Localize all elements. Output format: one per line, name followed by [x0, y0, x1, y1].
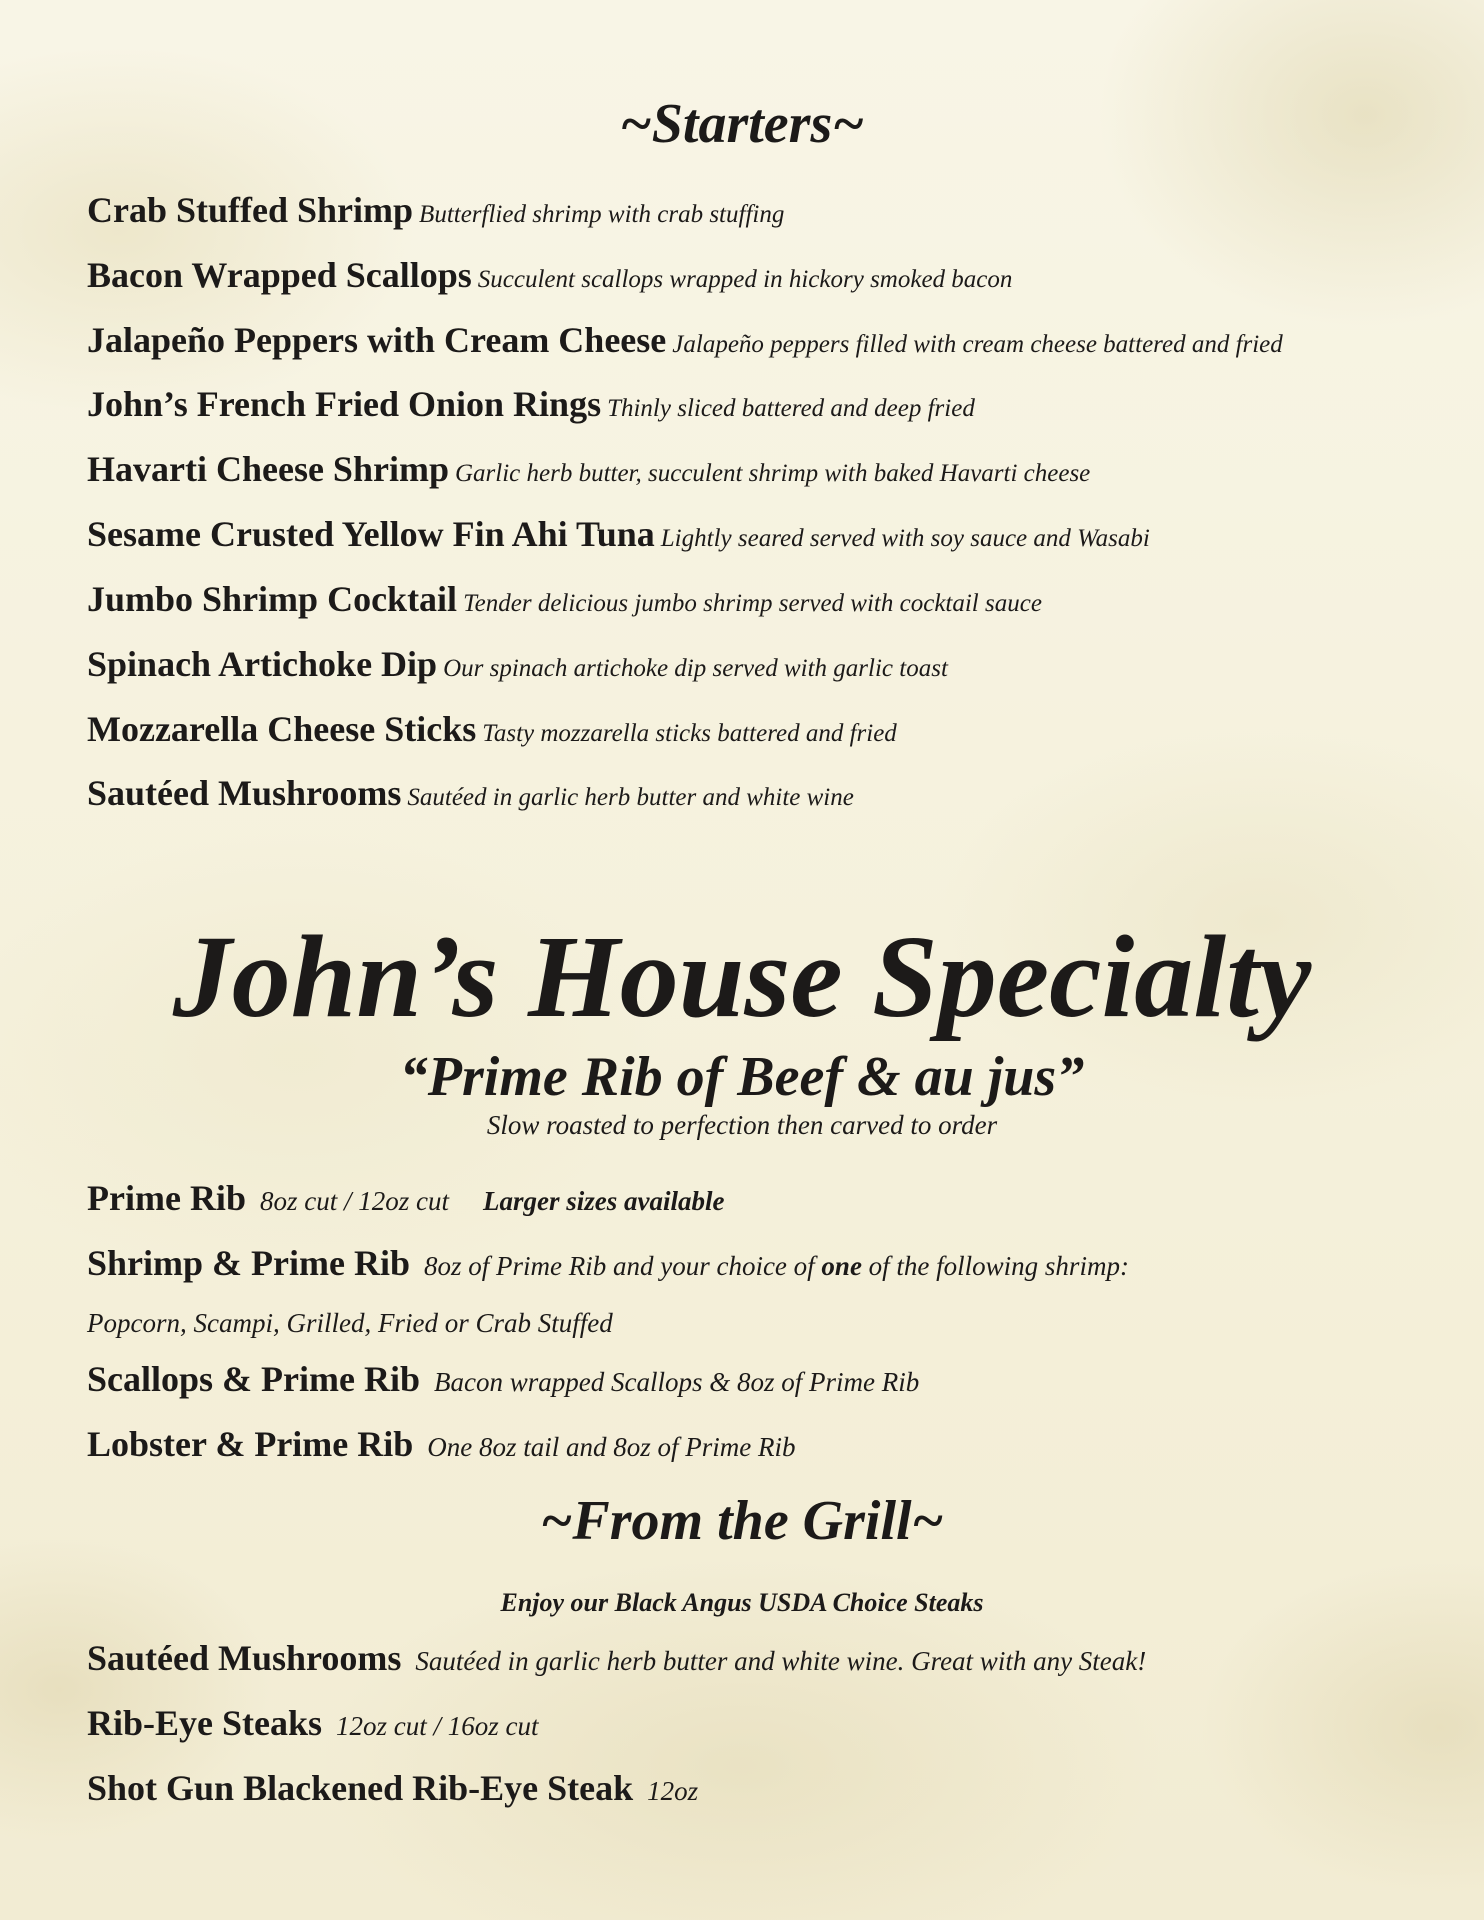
- item-name: Shot Gun Blackened Rib-Eye Steak: [87, 1768, 634, 1808]
- item-description: Lightly seared served with soy sauce and Wasabi: [660, 525, 1150, 552]
- item-description: Butterflied shrimp with crab stuffing: [419, 201, 785, 228]
- description-part: of the following shrimp:: [861, 1251, 1129, 1281]
- item-description: [424, 1251, 1129, 1281]
- item-name: John’s French Fried Onion Rings: [87, 384, 602, 424]
- shrimp-options: [87, 1301, 613, 1345]
- item-description: Garlic herb butter, succulent shrimp with baked Havarti cheese: [454, 460, 1091, 487]
- item-name: Bacon Wrapped Scallops: [87, 255, 472, 295]
- prime-rib-subtitle: “Prime Rib of Beef & au jus”: [399, 1046, 1085, 1108]
- house-specialty-title: John’s House Specialty: [172, 911, 1312, 1042]
- item-name: Rib-Eye Steaks: [87, 1703, 323, 1743]
- menu-item: [87, 1766, 698, 1810]
- menu-item: [87, 382, 975, 426]
- item-description: Tasty mozzarella sticks battered and fried: [482, 720, 897, 747]
- item-name: Sesame Crusted Yellow Fin Ahi Tuna: [87, 514, 655, 554]
- starters-title: ~Starters~: [619, 93, 865, 155]
- item-name: Jalapeño Peppers with Cream Cheese: [87, 320, 667, 360]
- grill-title: ~From the Grill~: [540, 1490, 944, 1552]
- item-name: Jumbo Shrimp Cocktail: [87, 579, 458, 619]
- item-name: Havarti Cheese Shrimp: [87, 449, 449, 489]
- menu-item: [87, 1357, 919, 1401]
- item-description: Jalapeño peppers filled with cream cheese battered and fried: [672, 331, 1283, 358]
- menu-item: [87, 707, 897, 751]
- menu-item: [87, 1176, 724, 1220]
- menu-item: [87, 253, 1012, 297]
- grill-note: Enjoy our Black Angus USDA Choice Steaks: [500, 1588, 984, 1617]
- menu-item: [87, 771, 854, 815]
- menu-item: [87, 1701, 539, 1745]
- item-description: Thinly sliced battered and deep fried: [607, 395, 975, 422]
- item-description: Succulent scallops wrapped in hickory smoked bacon: [477, 266, 1013, 293]
- menu-item: [87, 188, 784, 232]
- menu-item: [87, 512, 1150, 556]
- prime-rib-tagline: Slow roasted to perfection then carved to order: [486, 1110, 998, 1140]
- item-name: Prime Rib: [87, 1178, 246, 1218]
- item-name: Shrimp & Prime Rib: [87, 1243, 410, 1283]
- size-note: Larger sizes available: [482, 1186, 725, 1216]
- item-name: Spinach Artichoke Dip: [87, 644, 438, 684]
- item-description: Sautéed in garlic herb butter and white wine: [407, 784, 854, 811]
- menu-item: [87, 1241, 1129, 1285]
- item-name: Scallops & Prime Rib: [87, 1359, 420, 1399]
- item-name: Sautéed Mushrooms: [87, 773, 402, 813]
- menu-item: [87, 1636, 1146, 1680]
- item-name: Lobster & Prime Rib: [87, 1424, 414, 1464]
- description-part: 8oz of Prime Rib and your choice of: [423, 1251, 822, 1281]
- item-description: 12oz: [647, 1776, 699, 1806]
- menu-item: [87, 642, 948, 686]
- menu-item: [87, 318, 1283, 362]
- item-description: Sautéed in garlic herb butter and white wine. Great with any Steak!: [415, 1646, 1147, 1676]
- item-description: Tender delicious jumbo shrimp served with cocktail sauce: [463, 590, 1042, 617]
- item-description: Bacon wrapped Scallops & 8oz of Prime Rib: [433, 1367, 920, 1397]
- item-name: Crab Stuffed Shrimp: [87, 190, 414, 230]
- description-emphasis: one: [821, 1251, 862, 1281]
- item-name: Sautéed Mushrooms: [87, 1638, 402, 1678]
- menu-item: [87, 577, 1042, 621]
- item-description: 12oz cut / 16oz cut: [336, 1711, 539, 1741]
- shrimp-options-text: Popcorn, Scampi, Grilled, Fried or Crab Stuffed: [87, 1308, 613, 1338]
- menu-item: [87, 447, 1090, 491]
- menu-item: [87, 1422, 796, 1466]
- item-name: Mozzarella Cheese Sticks: [87, 709, 477, 749]
- item-description: 8oz cut / 12oz cut: [259, 1186, 449, 1216]
- item-description: Our spinach artichoke dip served with garlic toast: [443, 655, 948, 682]
- item-description: One 8oz tail and 8oz of Prime Rib: [427, 1432, 796, 1462]
